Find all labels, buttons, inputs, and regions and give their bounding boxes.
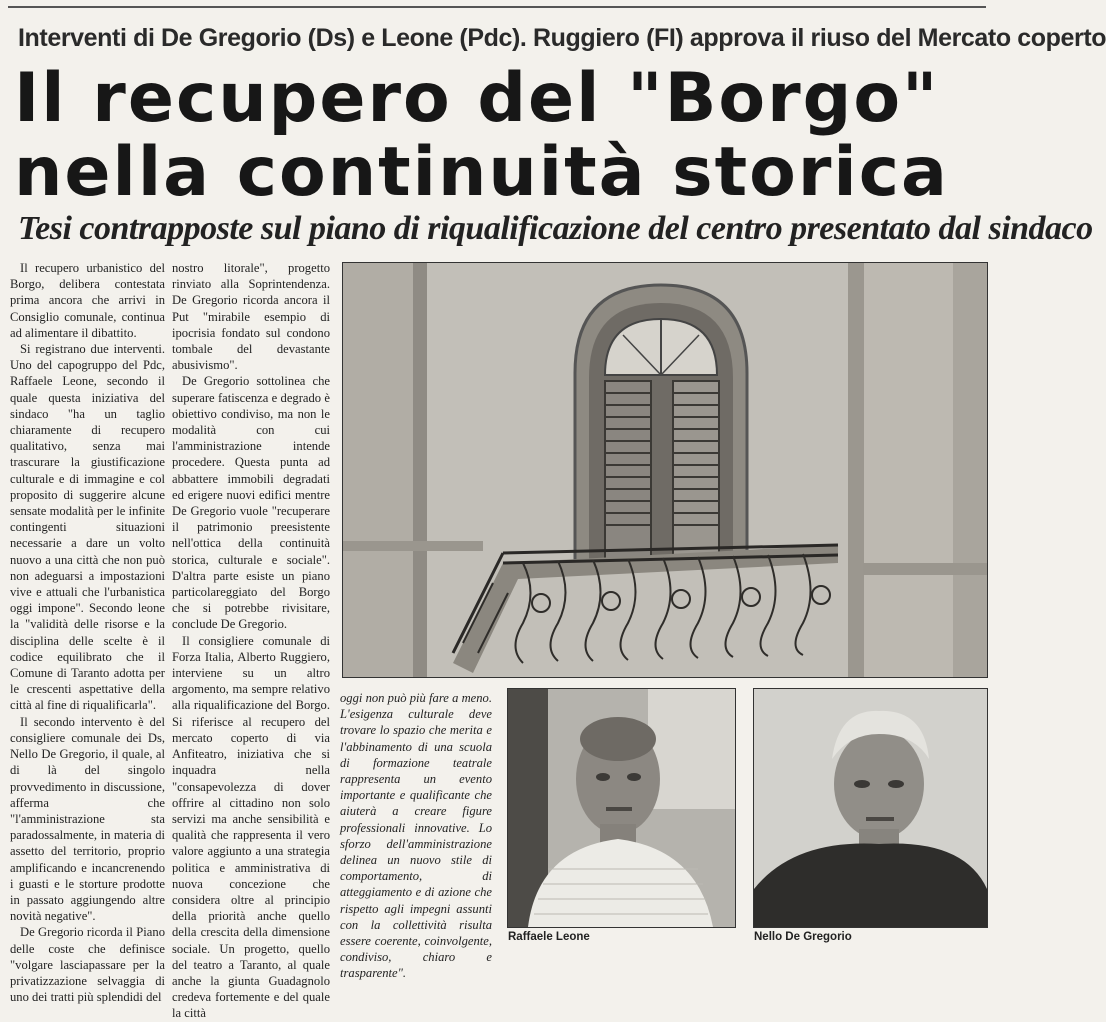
kicker: Interventi di De Gregorio (Ds) e Leone (Pdc). Ruggiero (FI) approva il riuso del Mercato coperto <box>18 24 1106 52</box>
headline-line-2: nella continuità storica <box>14 133 949 212</box>
paragraph: oggi non può più fare a meno. L'esigenza culturale deve trovare lo spazio che merita e l'abbinamento di una scuola di formazione teatrale rappresenta un evento importante e qualificante che aiuterà a creare figure professionali innovative. Lo sforzo dell'amministrazione delinea un nuovo stile di comportamento, di atteggiamento e di azione che rispetto agli impegni assunti con la collettività risulta essere coerente, coinvolgente, condiviso, chiaro e trasparente". <box>340 691 492 981</box>
paragraph: nostro litorale", progetto rinviato alla Soprintendenza. De Gregorio ricorda ancora il Put "mirabile esempio di ipocrisia fondato sul condono tombale del devastante abusivismo". <box>172 261 330 373</box>
paragraph: Si registrano due interventi. Uno del capogruppo del Pdc, Raffaele Leone, secondo il quale questa iniziativa del sindaco "ha un taglio chiaramente di recupero qualitativo, senza mai trascurare la giustificazione culturale e di immagine e col proposito di suggerire alcune sensate modalità per le infinite contingenti situazioni necessarie a dare un volto nuovo a una città che non può non adeguarsi a impostazioni vive e attuali che l'urbanistica oggi impone". Secondo leone la "validità delle risorse e la disciplina delle scelte è il codice equilibrato che il Comune di Taranto adotta per le crescenti aspettative della città al fine di riqualificarla". <box>10 342 165 713</box>
portrait-raffaele-leone <box>507 688 736 928</box>
top-rule <box>8 6 986 8</box>
paragraph: De Gregorio sottolinea che superare fatiscenza e degrado è obiettivo condiviso, ma non le modalità con cui l'amministrazione intende procedere. Questa punta ad abbattere immobili degradati ed erigere nuovi edifici mentre De Gregorio vuole "recuperare il patrimonio preesistente nell'ottica della continuità storica, culturale e sociale". D'altra parte esiste un piano particolareggiato del Borgo che si potrebbe rivisitare, conclude De Gregorio. <box>172 374 330 632</box>
article-column-2 <box>172 260 330 1022</box>
article-column-3 <box>340 690 492 982</box>
balcony-photo <box>342 262 988 678</box>
photo-caption: Nello De Gregorio <box>754 931 852 943</box>
paragraph: Il consigliere comunale di Forza Italia, Alberto Ruggiero, interviene su un altro argomento, ma sempre relativo alla riqualificazione del Borgo. Si riferisce al recupero del mercato coperto di via Anfiteatro, iniziativa che si inquadra nella "consapevolezza di dover offrire al cittadino non solo servizi ma anche sensibilità e qualità che rappresenta il vero valore aggiunto a una strategia politica e amministrativa di nuova concezione che considera oltre al principio della priorità anche quello della crescita della dimensione sociale. Un progetto, quello del teatro a Taranto, al quale anche la giunta Guadagnolo credeva fortemente e del quale la città <box>172 633 330 1021</box>
subheadline: Tesi contrapposte sul piano di riqualificazione del centro presentato dal sindaco <box>18 210 1093 247</box>
portrait-nello-de-gregorio <box>753 688 988 928</box>
paragraph: Il secondo intervento è del consigliere comunale dei Ds, Nello De Gregorio, il quale, al di là del singolo provvedimento in discussione, afferma che "l'amministrazione sta paradossalmente, in materia di assetto del territorio, proprio amplificando e incancrenendo i guasti e le storture prodotte in passato aggiungendo altre novità negative". <box>10 714 165 924</box>
article-column-1 <box>10 260 165 1005</box>
photo-caption: Raffaele Leone <box>508 931 590 943</box>
headline-line-1: Il recupero del "Borgo" <box>14 59 940 138</box>
paragraph: De Gregorio ricorda il Piano delle coste che definisce "volgare lasciapassare per la privatizzazione selvaggia di uno dei tratti più splendidi del <box>10 925 165 1005</box>
paragraph: Il recupero urbanistico del Borgo, delibera contestata prima ancora che arrivi in Consiglio comunale, continua ad alimentare il dibattito. <box>10 261 165 340</box>
